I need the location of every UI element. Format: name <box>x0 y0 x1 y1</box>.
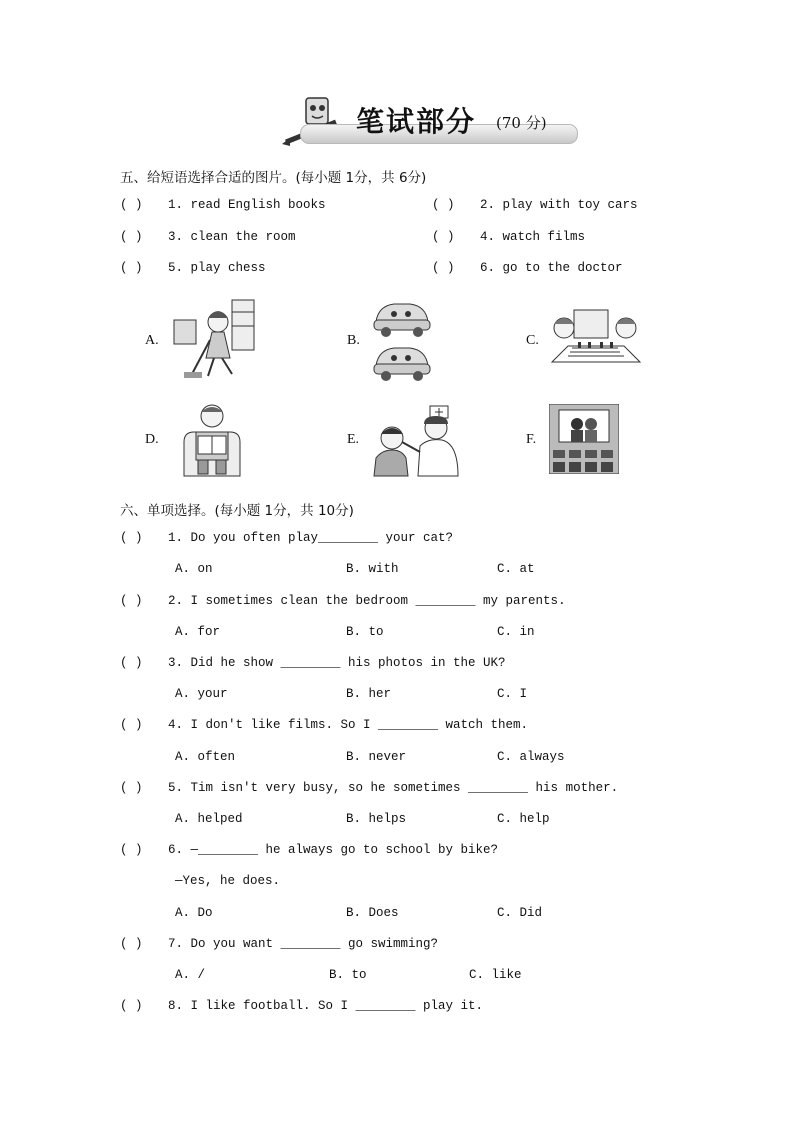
picture-label: E. <box>347 432 360 447</box>
toy-cars-icon <box>372 296 432 382</box>
item-text: 1. read English books <box>168 198 326 212</box>
list-item <box>432 261 623 275</box>
option-b[interactable]: B. to <box>329 968 367 982</box>
doctor-patient-icon <box>372 402 462 478</box>
option-b[interactable]: B. Does <box>346 906 399 920</box>
question <box>120 781 618 795</box>
answer-blank[interactable]: ( ) <box>120 937 143 951</box>
banner-title: 笔试部分 <box>356 105 477 138</box>
answer-blank[interactable]: ( ) <box>432 198 455 212</box>
answer-blank[interactable]: ( ) <box>120 718 143 732</box>
question <box>120 937 438 951</box>
question-text: 2. I sometimes clean the bedroom ________ my parents. <box>168 594 566 608</box>
question <box>120 999 483 1013</box>
question-text: 5. Tim isn't very busy, so he sometimes ________ his mother. <box>168 781 619 795</box>
question <box>120 843 498 857</box>
cinema-screen-icon <box>549 404 619 474</box>
answer-blank[interactable]: ( ) <box>120 656 143 670</box>
option-b[interactable]: B. her <box>346 687 392 701</box>
picture-label: A. <box>145 333 159 348</box>
answer-blank[interactable]: ( ) <box>432 230 455 244</box>
banner-points: (70 分) <box>496 114 547 132</box>
option-a[interactable]: A. helped <box>175 812 243 826</box>
item-text: 3. clean the room <box>168 230 296 244</box>
answer-blank[interactable]: ( ) <box>120 999 143 1013</box>
item-text: 6. go to the doctor <box>480 261 623 275</box>
list-item <box>120 230 296 244</box>
option-a[interactable]: A. your <box>175 687 228 701</box>
girl-sweeping-icon <box>170 296 258 384</box>
option-b[interactable]: B. to <box>346 625 384 639</box>
option-a[interactable]: A. Do <box>175 906 213 920</box>
option-c[interactable]: C. like <box>469 968 522 982</box>
question-text: 6. —________ he always go to school by bike? <box>168 843 499 857</box>
picture-label: B. <box>347 333 360 348</box>
boy-reading-icon <box>182 402 242 478</box>
option-b[interactable]: B. with <box>346 562 399 576</box>
answer-blank[interactable]: ( ) <box>120 531 143 545</box>
reply-text: —Yes, he does. <box>175 874 281 888</box>
question-text: 4. I don't like films. So I ________ watch them. <box>168 718 529 732</box>
answer-blank[interactable]: ( ) <box>432 261 455 275</box>
option-b[interactable]: B. helps <box>346 812 407 826</box>
picture-label: D. <box>145 432 159 447</box>
answer-blank[interactable]: ( ) <box>120 781 143 795</box>
option-a[interactable]: A. often <box>175 750 236 764</box>
section6-heading: 六、单项选择。(每小题 1分，共 10分) <box>120 503 354 519</box>
item-text: 5. play chess <box>168 261 266 275</box>
section-banner <box>276 92 578 152</box>
option-c[interactable]: C. help <box>497 812 550 826</box>
option-b[interactable]: B. never <box>346 750 407 764</box>
item-text: 4. watch films <box>480 230 586 244</box>
question-text: 3. Did he show ________ his photos in the UK? <box>168 656 506 670</box>
question-text: 7. Do you want ________ go swimming? <box>168 937 439 951</box>
question <box>120 531 453 545</box>
picture-label: C. <box>526 333 539 348</box>
option-a[interactable]: A. / <box>175 968 206 982</box>
question-text: 8. I like football. So I ________ play it. <box>168 999 484 1013</box>
answer-blank[interactable]: ( ) <box>120 230 143 244</box>
question <box>120 594 566 608</box>
answer-blank[interactable]: ( ) <box>120 261 143 275</box>
answer-blank[interactable]: ( ) <box>120 843 143 857</box>
question-text: 1. Do you often play________ your cat? <box>168 531 454 545</box>
item-text: 2. play with toy cars <box>480 198 638 212</box>
answer-blank[interactable]: ( ) <box>120 198 143 212</box>
option-c[interactable]: C. always <box>497 750 565 764</box>
question <box>120 718 528 732</box>
option-a[interactable]: A. for <box>175 625 221 639</box>
option-c[interactable]: C. I <box>497 687 528 701</box>
list-item <box>432 230 585 244</box>
section5-heading: 五、给短语选择合适的图片。(每小题 1分，共 6分) <box>120 170 427 186</box>
question <box>120 656 506 670</box>
option-c[interactable]: C. Did <box>497 906 543 920</box>
children-chess-icon <box>548 306 642 370</box>
option-c[interactable]: C. in <box>497 625 535 639</box>
option-c[interactable]: C. at <box>497 562 535 576</box>
answer-blank[interactable]: ( ) <box>120 594 143 608</box>
picture-label: F. <box>526 432 537 447</box>
option-a[interactable]: A. on <box>175 562 213 576</box>
list-item <box>120 198 326 212</box>
list-item <box>120 261 266 275</box>
list-item <box>432 198 638 212</box>
